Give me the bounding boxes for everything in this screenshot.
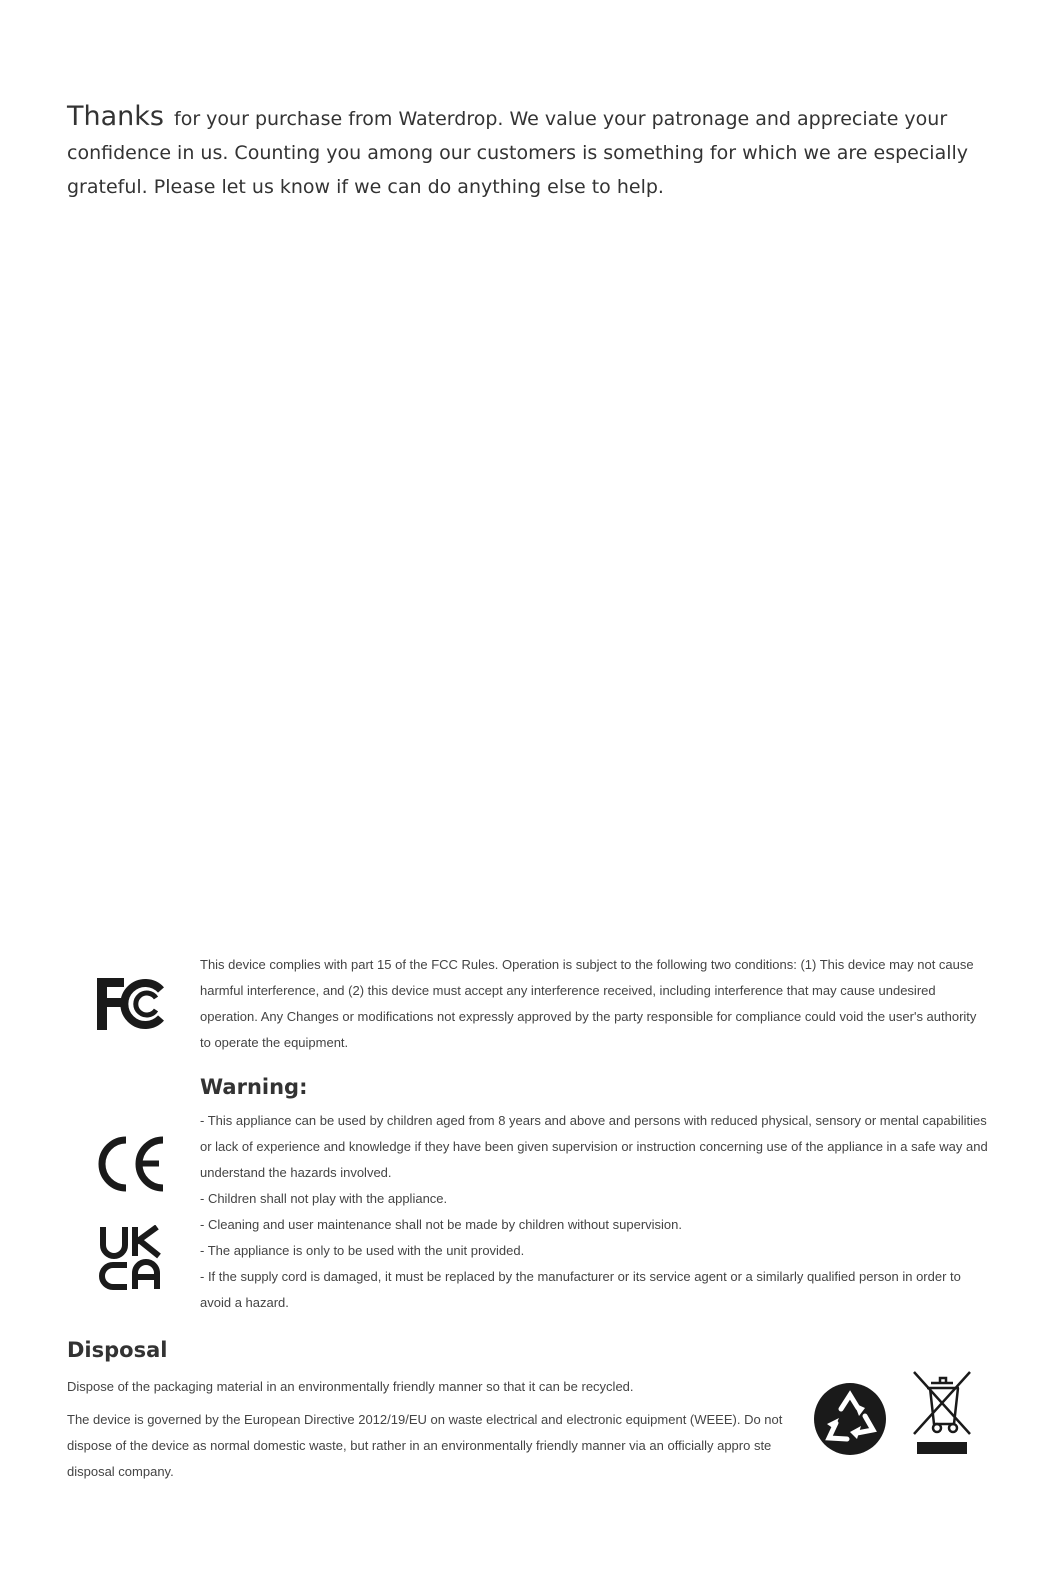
crossed-out-wheelie-bin-icon	[912, 1370, 972, 1458]
disposal-paragraph-packaging: Dispose of the packaging material in an environmentally friendly manner so that it can be recycled.	[67, 1379, 634, 1394]
warning-item: - Children shall not play with the appliance.	[200, 1191, 448, 1206]
warning-item: - Cleaning and user maintenance shall not be made by children without supervision.	[200, 1217, 683, 1232]
warning-list	[200, 1108, 990, 1316]
fcc-compliance-text: This device complies with part 15 of the FCC Rules. Operation is subject to the following two conditions: (1) This device may not cause harmful interference, and (2) this device must accept any interference received, including interference that may cause undesired operation. Any Changes or modifications not expressly approved by the party responsible for compliance could void the user's authority to operate the equipment.	[200, 957, 977, 1050]
disposal-paragraph-weee: The device is governed by the European Directive 2012/19/EU on waste electrical and electronic equipment (WEEE). Do not dispose of the device as normal domestic waste, but rather in an environmentally friendly manner via an officially appro ste disposal company.	[67, 1412, 783, 1479]
ukca-mark-icon	[99, 1225, 163, 1291]
disposal-title: Disposal	[67, 1338, 168, 1362]
ce-mark-icon	[95, 1135, 167, 1193]
warning-title: Warning:	[200, 1075, 308, 1099]
thanks-heading: Thanks	[67, 101, 164, 132]
fcc-logo-icon	[94, 976, 166, 1032]
warning-item: - If the supply cord is damaged, it must be replaced by the manufacturer or its service agent or a similarly qualified person in order to avoid a hazard.	[200, 1269, 961, 1310]
recycle-icon	[813, 1382, 887, 1456]
warning-item: - This appliance can be used by children aged from 8 years and above and persons with reduced physical, sensory or mental capabilities or lack of experience and knowledge if they have been given supervision or instruction concerning use of the appliance in a safe way and understand the hazards involved.	[200, 1113, 988, 1180]
intro-paragraph	[67, 100, 987, 204]
intro-text: for your purchase from Waterdrop. We value your patronage and appreciate your confidence in us. Counting you among our customers is something for which we are especially grateful. Please let us know if we can do anything else to help.	[67, 108, 969, 198]
warning-item: - The appliance is only to be used with the unit provided.	[200, 1243, 525, 1258]
